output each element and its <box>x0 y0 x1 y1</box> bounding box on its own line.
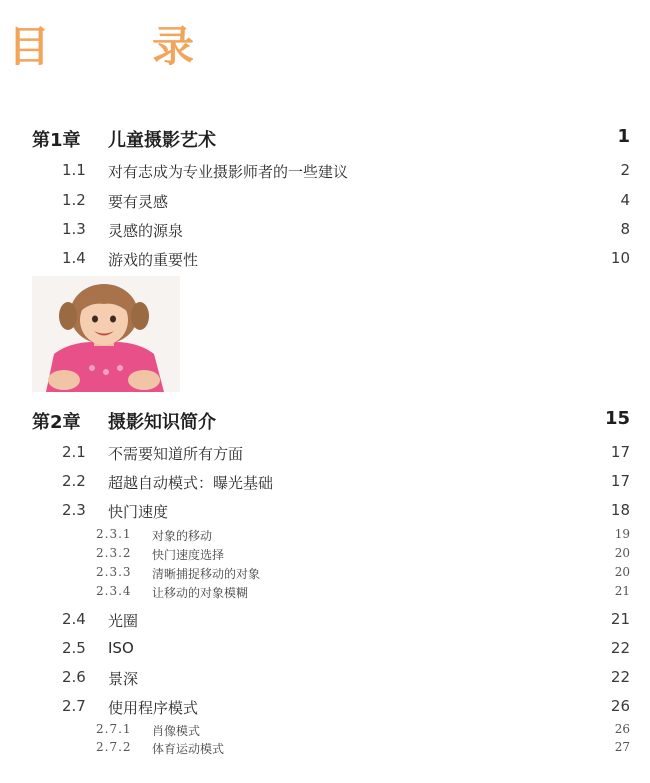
section-title: 游戏的重要性 <box>108 251 199 269</box>
section-title: 要有灵感 <box>108 193 169 211</box>
subsection-number: 2.3.3 <box>96 565 132 579</box>
subsection-title: 肖像模式 <box>152 724 201 738</box>
page-number: 20 <box>614 546 630 560</box>
page-number: 10 <box>610 249 630 267</box>
subsection-number: 2.3.4 <box>96 584 132 598</box>
subsection-title: 对象的移动 <box>152 529 213 543</box>
page-number: 26 <box>610 697 630 715</box>
page-number: 15 <box>604 408 630 429</box>
page-title: 目 录 <box>8 22 225 71</box>
subsection-title: 让移动的对象模糊 <box>152 586 249 600</box>
page-number: 17 <box>610 472 630 490</box>
subsection-title: 体育运动模式 <box>152 742 225 756</box>
section-number: 2.7 <box>62 697 86 715</box>
section-title: 对有志成为专业摄影师者的一些建议 <box>108 163 349 181</box>
page-number: 17 <box>610 443 630 461</box>
page-number: 20 <box>614 565 630 579</box>
child-portrait-photo <box>32 276 180 392</box>
chapter-title: 儿童摄影艺术 <box>108 130 216 151</box>
page-number: 22 <box>610 639 630 657</box>
section-number: 1.4 <box>62 249 86 267</box>
chapter-number: 第2章 <box>32 412 81 433</box>
page-number: 2 <box>620 161 630 179</box>
section-number: 2.4 <box>62 610 86 628</box>
page-number: 21 <box>614 584 630 598</box>
chapter-number: 第1章 <box>32 130 81 151</box>
section-title: 不需要知道所有方面 <box>108 445 244 463</box>
section-number: 2.3 <box>62 501 86 519</box>
subsection-title: 快门速度选择 <box>152 548 225 562</box>
page-number: 8 <box>620 220 630 238</box>
page-number: 19 <box>614 527 630 541</box>
section-number: 2.5 <box>62 639 86 657</box>
page-number: 18 <box>610 501 630 519</box>
section-title: 光圈 <box>108 612 139 630</box>
section-number: 2.1 <box>62 443 86 461</box>
page-number: 1 <box>617 126 630 147</box>
section-number: 1.2 <box>62 191 86 209</box>
section-title: ISO <box>108 639 134 657</box>
subsection-number: 2.7.1 <box>96 722 132 736</box>
section-number: 1.1 <box>62 161 86 179</box>
page-number: 27 <box>614 740 630 754</box>
section-title: 超越自动模式：曝光基础 <box>108 474 274 492</box>
section-title: 景深 <box>108 670 139 688</box>
section-title: 灵感的源泉 <box>108 222 184 240</box>
subsection-number: 2.3.1 <box>96 527 132 541</box>
page-number: 26 <box>614 722 630 736</box>
page-number: 4 <box>620 191 630 209</box>
section-title: 使用程序模式 <box>108 699 199 717</box>
section-number: 2.2 <box>62 472 86 490</box>
subsection-title: 清晰捕捉移动的对象 <box>152 567 261 581</box>
page-number: 22 <box>610 668 630 686</box>
subsection-number: 2.3.2 <box>96 546 132 560</box>
section-title: 快门速度 <box>108 503 169 521</box>
section-number: 1.3 <box>62 220 86 238</box>
section-number: 2.6 <box>62 668 86 686</box>
chapter-title: 摄影知识简介 <box>108 412 216 433</box>
subsection-number: 2.7.2 <box>96 740 132 754</box>
page-number: 21 <box>610 610 630 628</box>
